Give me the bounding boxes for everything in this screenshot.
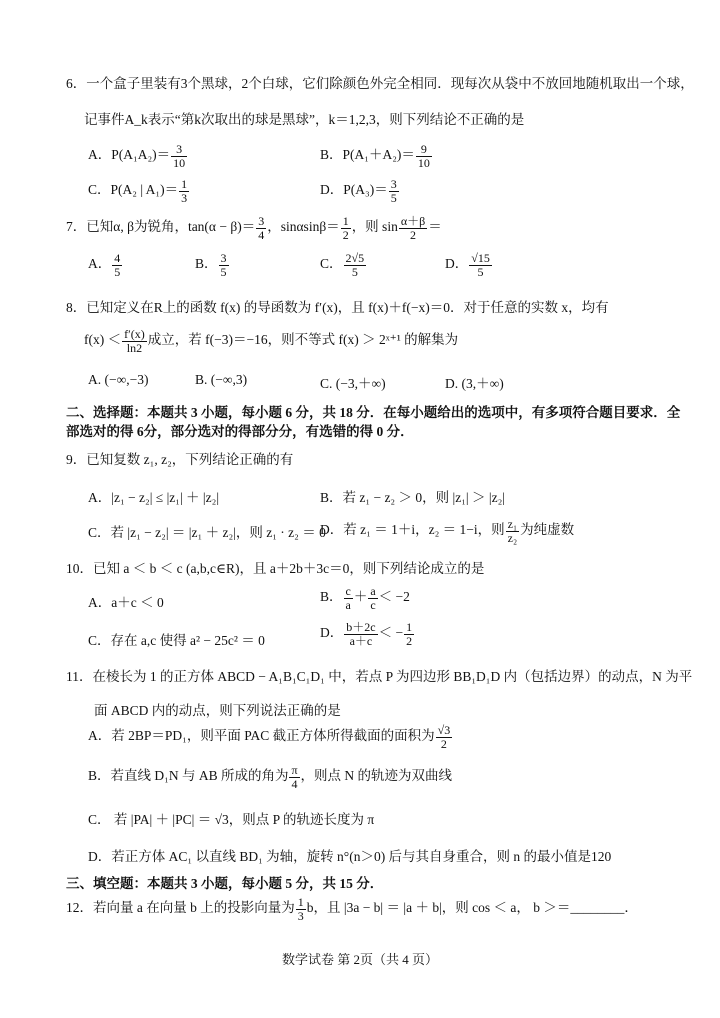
q11-stem-line2: 面 ABCD 内的动点，则下列说法正确的是 — [94, 703, 341, 718]
q7-option-c: C． $\frac{2√5}{5}$ — [320, 251, 365, 279]
q6-stem-line1: 6．一个盒子里装有3个黑球，2个白球，它们除颜色外完全相同．现每次从袋中不放回地随机取出一个球， — [66, 76, 694, 91]
q6-option-b: B．P(A₁＋A₂)＝ $\frac{9}{10}$ — [320, 142, 430, 170]
q9-option-a: A．|z₁ − z₂| ≤ |z₁| ＋ |z₂| — [88, 490, 220, 505]
q7-stem: 7．已知α, β为锐角，tan(α − β)＝ $\frac{3}{4}$ ，sinαsinβ＝ $\frac{1}{2}$ ，则 sin $\frac{\alpha+\beta}{2}$ ＝ — [66, 214, 442, 242]
q10-stem: 10．已知 a ＜ b ＜ c (a,b,c∈R)，且 a＋2b＋3c＝0，则下列结论成立的是 — [66, 561, 485, 576]
section3-heading: 三、填空题：本题共 3 小题，每小题 5 分，共 15 分． — [66, 876, 384, 891]
page-footer: 数学试卷 第 2页（共 4 页） — [281, 952, 438, 967]
q9-option-d: D．若 z₁ ＝ 1＋i，z₂ ＝ 1−i，则 $\frac{\text{z₁}}{\text{z₂}}$ 为纯虚数 — [320, 517, 575, 545]
q9-stem: 9．已知复数 z₁, z₂，下列结论正确的有 — [66, 452, 294, 467]
q6-option-c: C．P(A₂ | A₁)＝ $\frac{1}{3}$ — [88, 177, 188, 205]
q7-option-d: D． $\frac{√15}{5}$ — [445, 251, 490, 279]
q10-option-d: D． $\frac{b+2c}{a+c}$ ＜ − $\frac{1}{2}$ — [320, 620, 413, 648]
section2-heading-line2: 部选对的得 6分，部分选对的得部分分，有选错的得 0 分． — [66, 424, 414, 439]
q6-option-a: A．P(A₁A₂)＝ $\frac{3}{10}$ — [88, 142, 186, 170]
q8-stem-line1: 8．已知定义在R上的函数 f(x) 的导函数为 f′(x)，且 f(x)＋f(−x)＝0．对于任意的实数 x，均有 — [66, 300, 609, 315]
q8-option-d: D. (3,＋∞) — [445, 376, 504, 391]
q11-option-d: D．若正方体 AC₁ 以直线 BD₁ 为轴，旋转 n°(n＞0) 后与其自身重合，则 n 的最小值是120 — [88, 849, 612, 864]
q11-option-a: A．若 2BP＝PD₁，则平面 PAC 截正方体所得截面的面积为 $\frac{√3}{2}$ — [88, 723, 451, 751]
q11-option-c: C． 若 |PA| ＋ |PC| ＝ √3，则点 P 的轨迹长度为 π — [88, 812, 375, 827]
q7-option-a: A． $\frac{4}{5}$ — [88, 251, 121, 279]
q8-stem-line2: f(x) ＜ $\frac{f'(x)}{\ln 2}$ 成立，若 f(−3)＝−16，则不等式 f(x) ＞ 2ˣ⁺¹ 的解集为 — [84, 327, 459, 355]
q10-option-a: A．a＋c ＜ 0 — [88, 595, 164, 610]
q6-stem-line2: 记事件A_k表示“第k次取出的球是黑球”，k＝1,2,3，则下列结论不正确的是 — [84, 112, 525, 127]
section2-heading-line1: 二、选择题：本题共 3 小题，每小题 6 分，共 18 分．在每小题给出的选项中，有多项符合题目要求．全 — [66, 405, 681, 420]
q11-stem-line1: 11．在棱长为 1 的正方体 ABCD − A₁B₁C₁D₁ 中，若点 P 为四边形 BB₁D₁D 内（包括边界）的动点，N 为平 — [66, 669, 693, 684]
q6-option-d: D．P(A₃)＝ $\frac{3}{5}$ — [320, 177, 397, 205]
q12-stem: 12．若向量 a 在向量 b 上的投影向量为 $\frac{1}{3}$ b，且 |3a − b| ＝ |a ＋ b|，则 cos ＜ a， b ＞＝________． — [66, 895, 638, 923]
q7-option-b: B． $\frac{3}{5}$ — [195, 251, 227, 279]
q10-option-c: C．存在 a,c 使得 a² − 25c² ＝ 0 — [88, 633, 265, 648]
q9-option-c: C．若 |z₁ − z₂| ＝ |z₁ ＋ z₂|，则 z₁ · z₂ ＝ 0 — [88, 525, 326, 540]
q8-option-a: A. (−∞,−3) — [88, 372, 149, 387]
q10-option-b: B． $\frac{c}{a}$ ＋ $\frac{a}{c}$ ＜ −2 — [320, 584, 410, 612]
q11-option-b: B．若直线 D₁N 与 AB 所成的角为 $\frac{\pi}{4}$ ，则点 N 的轨迹为双曲线 — [88, 763, 453, 791]
q8-option-b: B. (−∞,3) — [195, 372, 248, 387]
q8-option-c: C. (−3,＋∞) — [320, 376, 386, 391]
q9-option-b: B．若 z₁ − z₂ ＞ 0，则 |z₁| ＞ |z₂| — [320, 490, 505, 505]
